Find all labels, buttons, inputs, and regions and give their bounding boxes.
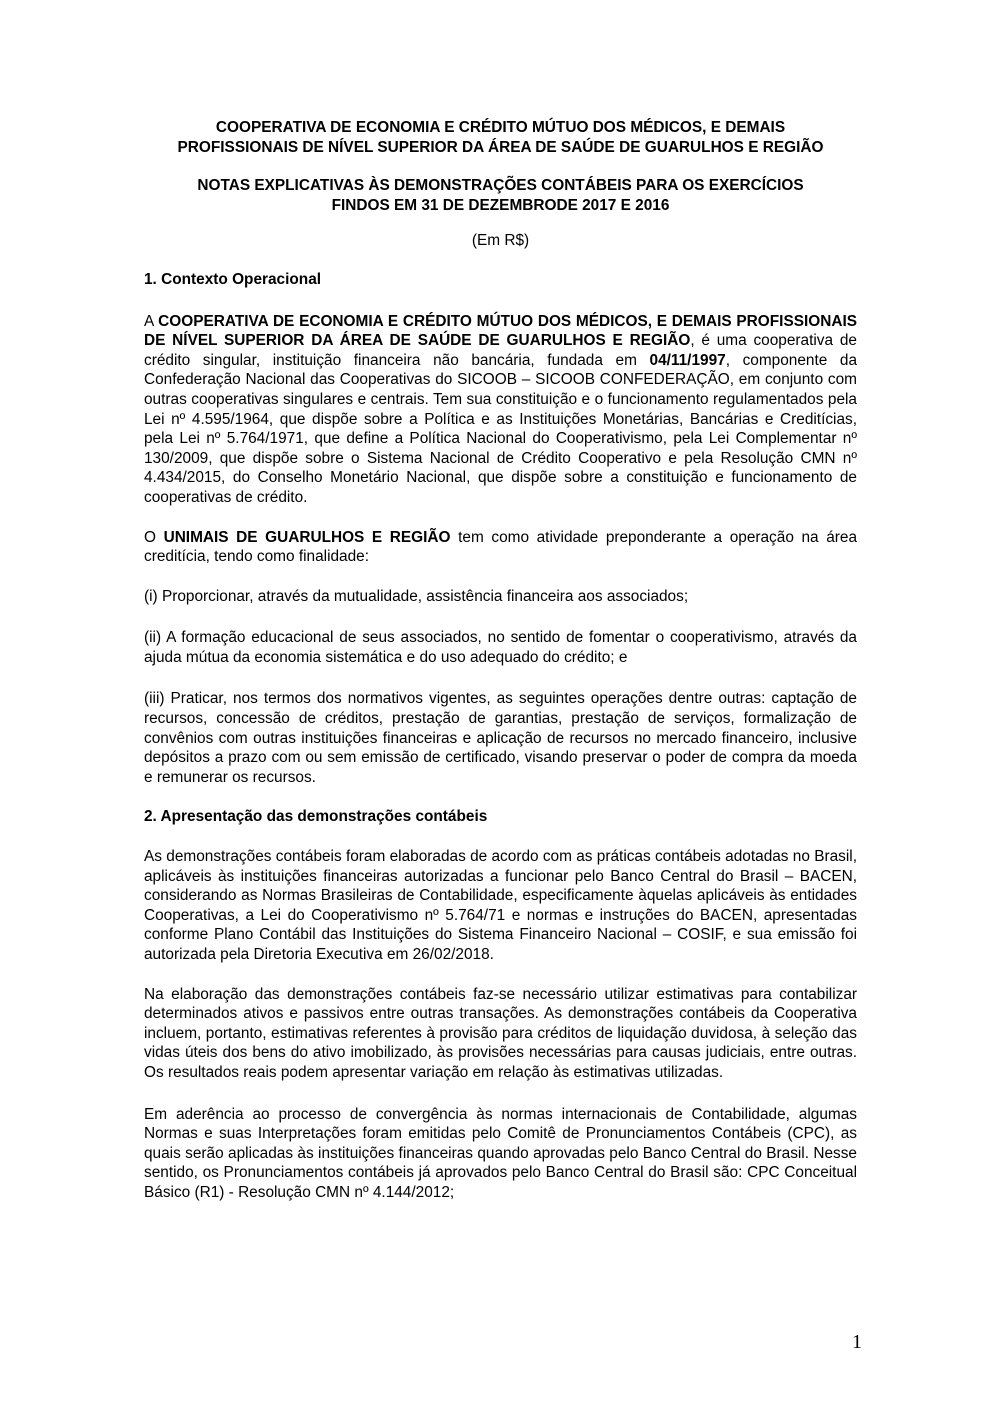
text-run: , é uma cooperativa de crédito singular, instituição financeira não bancária, fundada em [144,332,857,369]
title-line-1: COOPERATIVA DE ECONOMIA E CRÉDITO MÚTUO DOS MÉDICOS, E DEMAIS [215,119,786,136]
text-run: O [144,528,164,546]
section-2-paragraph-2: Na elaboração das demonstrações contábeis faz-se necessário utilizar estimativas para contabilizar determinados ativos e passivos entre outras transações. As demonstrações contábeis da Cooperativa incluem, portanto, estimativas referentes à provisão para créditos de liquidação duvidosa, à seleção das vidas úteis dos bens do ativo imobilizado, às provisões necessárias para causas judiciais, entre outras. Os resultados reais podem apresentar variação em relação às estimativas utilizadas. [144,985,857,1081]
purpose-item-1: (i) Proporcionar, através da mutualidade, assistência financeira aos associados; [144,587,689,605]
founded-date: 04/11/1997 [649,351,726,369]
cooperative-name: COOPERATIVA DE ECONOMIA E CRÉDITO MÚTUO DOS MÉDICOS, E DEMAIS PROFISSIONAIS DE NÍVEL SUPERIOR DA ÁREA DE SAÚDE DE GUARULHOS E REGIÃO [144,312,857,350]
section-2-paragraph-1: As demonstrações contábeis foram elaboradas de acordo com as práticas contábeis adotadas no Brasil, aplicáveis às instituições financeiras autorizadas a funcionar pelo Banco Central do Brasil – BACEN, considerando as Normas Brasileiras de Contabilidade, especificamente àquelas aplicáveis às entidades Cooperativas, a Lei do Cooperativismo nº 5.764/71 e normas e instruções do BACEN, apresentadas conforme Plano Contábil das Instituições do Sistema Financeiro Nacional – COSIF, e sua emissão foi autorizada pela Diretoria Executiva em 26/02/2018. [144,848,857,963]
section-2-paragraph-3: Em aderência ao processo de convergência às normas internacionais de Contabilidade, algumas Normas e suas Interpretações foram emitidas pelo Comitê de Pronunciamentos Contábeis (CPC), as quais serão aplicadas às instituições financeiras quando aprovadas pelo Banco Central do Brasil. Nesse sentido, os Pronunciamentos contábeis já aprovados pelo Banco Central do Brasil são: CPC Conceitual Básico (R1) - Resolução CMN nº 4.144/2012; [144,1105,857,1201]
section-2-heading: 2. Apresentação das demonstrações contábeis [144,808,488,826]
text-run: A [144,312,159,330]
page-content [144,118,857,1203]
document-title [144,118,857,157]
subtitle-line-2: FINDOS EM 31 DE DEZEMBRODE 2017 E 2016 [331,196,670,214]
title-line-2: PROFISSIONAIS DE NÍVEL SUPERIOR DA ÁREA DE SAÚDE DE GUARULHOS E REGIÃO [177,138,824,156]
page-number: 1 [852,1331,862,1353]
text-run: tem como atividade preponderante a operação na área creditícia, tendo como finalidade: [144,528,858,566]
section-1-paragraph-2 [144,528,857,567]
purpose-item-2: (ii) A formação educacional de seus associados, no sentido de fomentar o cooperativismo, através da ajuda mútua da economia sistemática e do uso adequado do crédito; e [144,629,857,666]
text-run: , componente da Confederação Nacional das Cooperativas do SICOOB – SICOOB CONFEDERAÇÃO, em conjunto com outras cooperativas singulares e centrais. Tem sua constituição e o funcionamento regulamentados pela Lei nº 4.595/1964, que dispõe sobre a Política e as Instituições Monetárias, Bancárias e Creditícias, pela Lei nº 5.764/1971, que define a Política Nacional do Cooperativismo, pela Lei Complementar nº 130/2009, que dispõe sobre o Sistema Nacional de Crédito Cooperativo e pela Resolução CMN nº 4.434/2015, do Conselho Monetário Nacional, que dispõe sobre a constituição e funcionamento de cooperativas de crédito. [144,351,858,506]
document-subtitle [144,176,857,215]
section-1-heading: 1. Contexto Operacional [144,270,322,288]
currency-note: (Em R$) [471,232,530,250]
cooperative-short-name: UNIMAIS DE GUARULHOS E REGIÃO [163,528,451,546]
section-1-paragraph-1 [144,312,857,508]
subtitle-line-1: NOTAS EXPLICATIVAS ÀS DEMONSTRAÇÕES CONTÁBEIS PARA OS EXERCÍCIOS [197,177,804,195]
purpose-item-3: (iii) Praticar, nos termos dos normativos vigentes, as seguintes operações dentre outras: captação de recursos, concessão de créditos, prestação de garantias, prestação de serviços, formalização de convênios com outras instituições financeiras e aplicação de recursos no mercado financeiro, inclusive depósitos a prazo com ou sem emissão de certificado, visando preservar o poder de compra da moeda e remunerar os recursos. [144,690,857,786]
